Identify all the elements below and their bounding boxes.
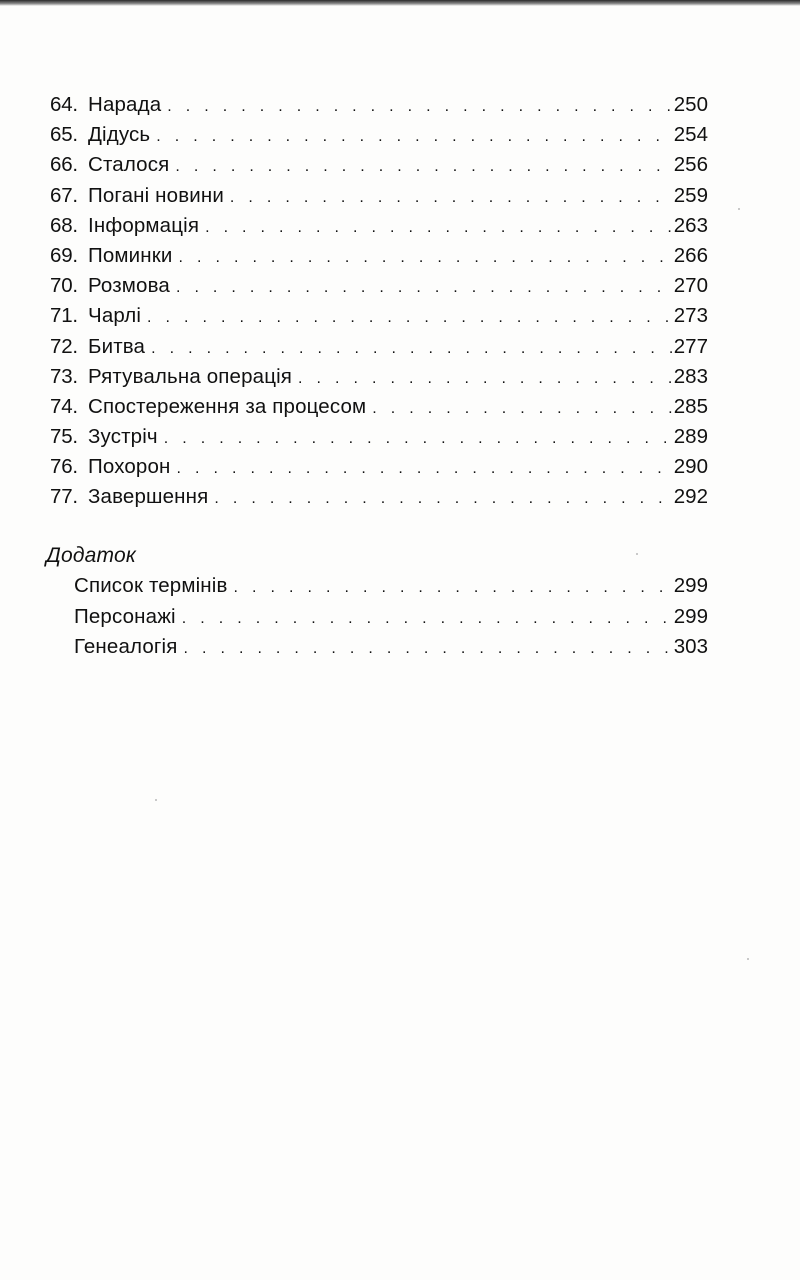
toc-entry-title: Інформація: [88, 213, 200, 237]
toc-entry-number: 70.: [50, 274, 78, 298]
toc-entry: [50, 482, 708, 512]
appendix-entry-page: 299: [673, 574, 708, 597]
toc-entry-number: 67.: [50, 183, 78, 207]
toc-entry-title: Дідусь: [88, 123, 151, 147]
dot-leader: [183, 634, 671, 664]
appendix-entry: [74, 571, 708, 602]
toc-entry-title: Зустріч: [88, 425, 158, 449]
appendix-entry-title: Генеалогія: [74, 635, 178, 658]
toc-entry-title: Поминки: [88, 243, 173, 267]
toc-entry-page: 283: [673, 364, 708, 388]
toc-entry: [50, 332, 708, 362]
toc-entry-number: 77.: [50, 485, 78, 509]
dot-leader: [177, 454, 672, 484]
appendix-list: [74, 571, 708, 663]
dot-leader: [167, 92, 672, 122]
appendix-entry-page: 303: [673, 635, 708, 658]
toc-entry-page: 256: [673, 153, 708, 177]
toc-entry-page: 266: [673, 243, 708, 267]
toc-entry-number: 64.: [50, 93, 78, 116]
dot-leader: [151, 334, 672, 364]
appendix-entry: [74, 602, 708, 633]
toc-entry-number: 69.: [50, 243, 78, 267]
toc-entry-title: Завершення: [88, 485, 209, 509]
toc-entry-title: Чарлі: [88, 304, 142, 328]
toc-entry-title: Спостереження за процесом: [88, 394, 367, 418]
toc-entry-page: 290: [673, 455, 708, 479]
toc-entry: [50, 150, 708, 180]
toc-entry-page: 273: [673, 304, 708, 328]
toc-entry-page: 277: [673, 334, 708, 358]
toc-entry-number: 71.: [50, 304, 78, 328]
dot-leader: [205, 213, 672, 243]
toc-entry: [50, 452, 708, 482]
toc-entry-page: 250: [673, 93, 708, 116]
dot-leader: [147, 303, 672, 333]
dot-leader: [175, 152, 671, 182]
toc-entry-page: 259: [673, 183, 708, 207]
toc-entry-title: Погані новини: [88, 183, 224, 207]
appendix-entry-page: 299: [673, 604, 708, 628]
toc-entry-title: Розмова: [88, 274, 170, 298]
toc-entry-number: 74.: [50, 394, 78, 418]
dot-leader: [372, 394, 672, 424]
toc-entry: [50, 301, 708, 331]
toc-entry: [50, 422, 708, 452]
toc-entry-title: Рятувальна операція: [88, 364, 293, 388]
toc-entry-number: 66.: [50, 153, 78, 177]
appendix-entry-title: Список термінів: [74, 574, 228, 597]
paper-speck: [636, 553, 638, 555]
table-of-contents: [50, 90, 708, 513]
toc-entry-title: Похорон: [88, 455, 171, 479]
dot-leader: [230, 183, 672, 213]
toc-entry-number: 76.: [50, 455, 78, 479]
toc-entry-title: Сталося: [88, 153, 170, 177]
dot-leader: [156, 122, 672, 152]
appendix-heading: Додаток: [46, 544, 137, 567]
dot-leader: [234, 573, 672, 603]
dot-leader: [178, 243, 671, 273]
toc-entry: [50, 181, 708, 211]
toc-entry-number: 65.: [50, 123, 78, 147]
toc-entry: [50, 271, 708, 301]
dot-leader: [214, 484, 671, 514]
toc-entry: [50, 120, 708, 150]
dot-leader: [298, 364, 672, 394]
appendix-entry: [74, 632, 708, 663]
toc-entry-number: 75.: [50, 425, 78, 449]
dot-leader: [182, 604, 672, 634]
toc-entry: [50, 211, 708, 241]
toc-entry-page: 263: [673, 213, 708, 237]
toc-entry-title: Нарада: [88, 93, 162, 116]
toc-entry: [50, 241, 708, 271]
toc-entry-page: 285: [673, 394, 708, 418]
paper-speck: [738, 208, 740, 210]
appendix-section: [46, 541, 708, 663]
toc-entry: [50, 362, 708, 392]
toc-entry-number: 72.: [50, 334, 78, 358]
page-top-edge: [0, 0, 800, 6]
toc-entry: [50, 90, 708, 120]
toc-entry-page: 254: [673, 123, 708, 147]
toc-entry: [50, 392, 708, 422]
toc-entry-number: 73.: [50, 364, 78, 388]
paper-speck: [155, 799, 157, 801]
dot-leader: [164, 424, 672, 454]
toc-entry-page: 292: [673, 485, 708, 509]
toc-entry-number: 68.: [50, 213, 78, 237]
toc-entry-page: 270: [673, 274, 708, 298]
toc-entry-title: Битва: [88, 334, 146, 358]
paper-speck: [747, 958, 749, 960]
toc-entry-page: 289: [673, 425, 708, 449]
dot-leader: [176, 273, 672, 303]
appendix-entry-title: Персонажі: [74, 604, 176, 628]
